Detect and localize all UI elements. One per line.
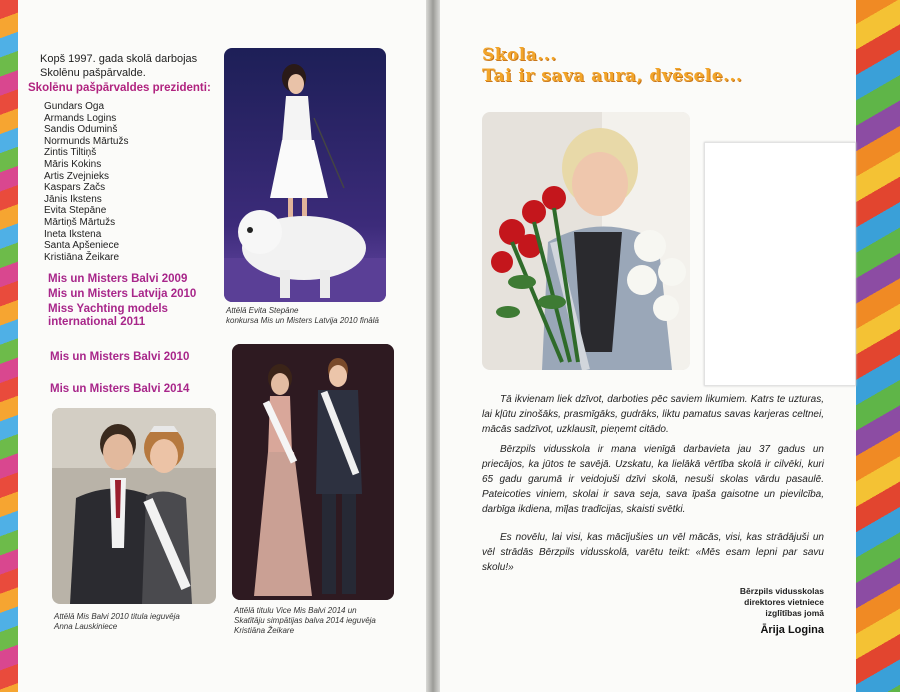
title-yachting-line1: Miss Yachting models [48,303,168,315]
photo-evita-stepane [224,48,386,302]
photo-anna-lauskiniece [52,408,216,604]
caption-evita-line1: Attēlā Evita Stepāne [226,306,299,315]
caption-anna-line1: Attēlā Mis Balvi 2010 titula ieguvēja [54,612,180,621]
photo-arija-logina [482,112,690,370]
blank-insert-card [704,142,856,386]
signature-name: Ārija Logina [760,624,824,636]
list-item: Mārtiņš Mārtužs [44,216,116,228]
paragraph-1: Tā ikvienam liek dzīvot, darboties pēc saviem likumiem. Katrs te uzturas, lai kļūtu zinošāks, prasmīgāks, gudrāks, liktu pamatus savas karjeras celtnei, mācās sadzīvot, uzklausīt, pieņemt citādo. [482,394,824,435]
title-yachting-line2: international 2011 [48,316,146,328]
list-item: Gundars Oga [44,101,105,112]
list-item: Kristiāna Žeikare [44,251,120,263]
title-latvija-2010: Mis un Misters Latvija 2010 [48,288,197,300]
book-gutter [426,0,440,692]
paragraph-3: Es novēlu, lai visi, kas mācījušies un vēl mācās, visi, kas strādājuši un vēl strādās Bērzpils vidusskolā, varētu teikt: «Mēs esam lepni par savu skolu!» [482,532,824,573]
signature-line-3: izglītības jomā [765,608,824,618]
signature-line-1: Bērzpils vidusskolas [739,586,824,596]
list-item: Māris Kokins [44,158,102,170]
list-item: Kaspars Začs [44,182,106,194]
heading-line-1: Skola... [482,45,557,65]
list-item: Zintis Tiltiņš [44,147,97,159]
caption-anna-line2: Anna Lauskiniece [54,622,118,631]
paragraph-2: Bērzpils vidusskola ir mana vienīgā darbavieta jau 37 gadus un priecājos, ka jūtos te savējā. Uzskatu, ka lielākā vērtība skolā ir cilvēki, kuri 65 gadu garumā ir veidojuši dzīvi skolā, nesuši skolas vārdu pasaulē. Pateicoties viniem, skolai ir sava seja, sava īpaša gaisotne un pievilcība, darbīga ikdiena, mīļas tradīcijas, skaisti svētki. [482,444,824,515]
list-item: Armands Logins [44,112,117,124]
caption-kristiana-line3: Kristiāna Žeikare [234,626,295,635]
list-item: Ineta Ikstena [44,228,102,240]
colorful-cover-edge-right [854,0,900,692]
list-item: Santa Apšeniece [44,240,120,252]
title-balvi-2010: Mis un Misters Balvi 2010 [50,351,190,363]
list-item: Normunds Mārtužs [44,135,129,147]
title-balvi-2014: Mis un Misters Balvi 2014 [50,383,190,395]
caption-evita-line2: konkursa Mis un Misters Latvija 2010 finālā [226,316,379,325]
list-item: Artis Zvejnieks [44,170,110,182]
presidents-list [44,101,128,263]
signature-line-2: direktores vietniece [744,597,824,607]
list-item: Sandis Oduminš [44,124,118,136]
presidents-heading: Skolēnu pašpārvaldes prezidenti: [28,82,211,94]
caption-kristiana-line2: Skatītāju simpātijas balva 2014 ieguvēja [234,616,376,625]
heading-line-2: Tai ir sava aura, dvēsele... [482,66,743,86]
caption-kristiana-line1: Attēlā titulu Vice Mis Balvi 2014 un [234,606,357,615]
intro-text: Kopš 1997. gada skolā darbojas Skolēnu pašpārvalde. [40,53,198,79]
title-balvi-2009: Mis un Misters Balvi 2009 [48,273,188,285]
list-item: Evita Stepāne [44,205,107,217]
photo-kristiana-zeikare [232,344,394,600]
page-title [482,45,742,87]
list-item: Jānis Ikstens [44,193,102,205]
